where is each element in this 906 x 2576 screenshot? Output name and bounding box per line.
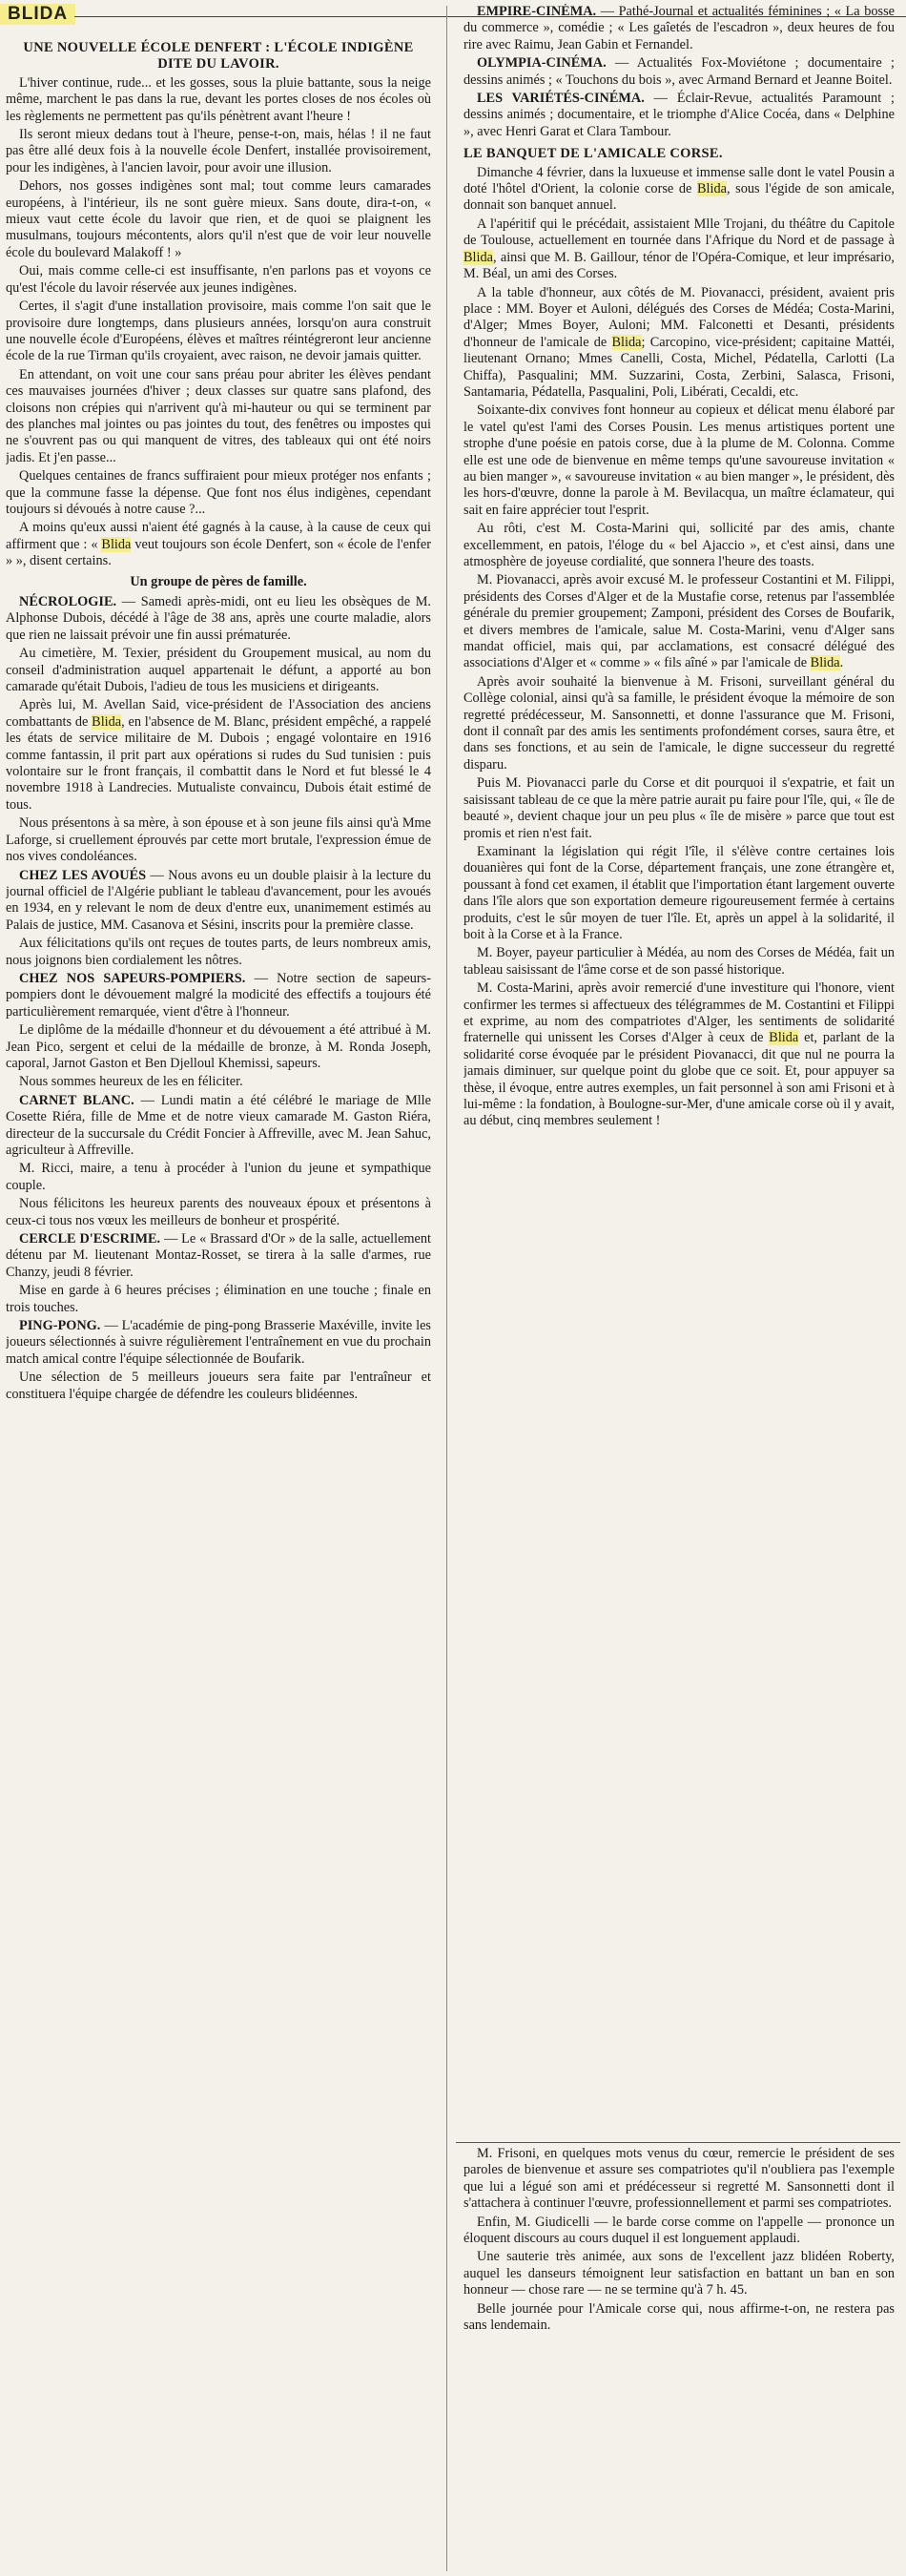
- column-bottom-rule: [456, 2142, 900, 2143]
- banquet-paragraph: Au rôti, c'est M. Costa-Marini qui, sollicité par des amis, chante excellemment, en patois, l'éloge du « bel Ajaccio », et c'est ainsi, dans une atmosphère de joyeuse cordialité, que sonnera l'heure des toasts.: [463, 521, 895, 569]
- text-run: Dimanche 4 février, dans la luxueuse et immense salle dont le vatel Pousin a doté l'hôtel d'Orient, la colonie corse de: [463, 164, 895, 197]
- pompiers-paragraph: [6, 971, 431, 1020]
- text-run: — Lundi matin a été célébré le mariage de Mlle Cosette Riéra, fille de Mme et de notre vieux camarade M. Gaston Riéra, directeur de la succursale du Crédit Foncier à Affreville, avec M. Jean Sahuc, agriculteur à Affreville.: [6, 1092, 431, 1158]
- text-run: A moins qu'eux aussi n'aient été gagnés à la cause, à la cause de ceux qui affirment que : «: [6, 520, 431, 552]
- ecole-paragraph: En attendant, on voit une cour sans préau pour abriter les élèves pendant ces mauvaises journées d'hiver ; deux classes sur quatre sans plafond, des cloisons non crépies qui n'arrivent qu'à mi-hauteur ou qui se terminent par des planches mal jointes ou pas jointes du tout, des fenêtres ou impostes qui ne s'ouvrent pas ou qui manquent de vitres, des tableaux qui ont été noirs jadis. Et j'en passe...: [6, 366, 431, 465]
- highlighted-term: Blida: [463, 249, 493, 265]
- highlighted-term: Blida: [697, 181, 727, 197]
- banquet-paragraph: Une sauterie très animée, aux sons de l'excellent jazz blidéen Roberty, auquel les danseurs témoignent leur satisfaction en battant un ban en son honneur — chose rare — ne se termine qu'à 7 h. 45.: [463, 2249, 895, 2298]
- text-run: M. Costa-Marini, après avoir remercié d'une investiture qui l'honore, vient confirmer les termes si affectueux des télégrammes de M. Costantini et Filippi et exprime, au nom des compatriotes d'Alger, les sentiments de solidarité fraternelle qui unissent les Corses d'Alger à ceux de: [463, 980, 895, 1046]
- banquet-paragraph: Enfin, M. Giudicelli — le barde corse comme on l'appelle — prononce un éloquent discours au cours duquel il est longuement applaudi.: [463, 2214, 895, 2247]
- text-run: — Actualités Fox-Moviétone ; documentaire ; dessins animés ; « Touchons du bois », avec Armand Bernard et Jeanne Boitel.: [463, 55, 895, 88]
- necro-paragraph: Au cimetière, M. Texier, président du Groupement musical, au nom du conseil d'administration auquel appartenait le défunt, a apporté au bon camarade qu'était Dubois, l'adieu de tous les musiciens et dirigeants.: [6, 646, 431, 695]
- pompiers-paragraph: Nous sommes heureux de les en féliciter.: [19, 1074, 243, 1090]
- necro-paragraph: [6, 594, 431, 644]
- avoues-heading: CHEZ LES AVOUÉS: [19, 867, 147, 883]
- text-run: — Notre section de sapeurs-pompiers dont le dévouement malgré la modicité des effectifs a toujours été particulièrement remarquée, vient d'être à l'honneur.: [6, 970, 431, 1020]
- text-run: veut toujours son école Denfert, son « école de l'enfer » », disent certains.: [6, 536, 431, 569]
- banquet-paragraph: [463, 216, 895, 283]
- highlighted-term: Blida: [101, 536, 132, 552]
- necro-paragraph: Nous présentons à sa mère, à son épouse et à son jeune fils ainsi qu'à Mme Laforge, si cruellement éprouvés par cette mort brutale, l'expression émue de nos vives condoléances.: [6, 815, 431, 865]
- text-run: A la table d'honneur, aux côtés de M. Piovanacci, président, avaient pris place : MM. Boyer et Auloni, délégués des Corses de Médéa; Costa-Marini, d'Alger; Mmes Boyer, Auloni; MM. Falconetti et Desanti, présidents d'honneur de l'amicale de: [463, 284, 895, 350]
- text-run: , sous l'égide de son amicale, donnait son banquet annuel.: [463, 181, 895, 214]
- text-run: .: [839, 655, 844, 671]
- left-column: [6, 34, 431, 2571]
- ecole-paragraph: Dehors, nos gosses indigènes sont mal; tout comme leurs camarades européens, à l'intérieur, ils ne sont guère mieux. Sans doute, dira-t-on, « mieux vaut cette école du lavoir que rien, et de quoi se plaignent les musulmans, toujours mécontents, alors qu'il n'est que de voir leur nouvelle école du boulevard Malakoff ! »: [6, 178, 431, 260]
- necro-paragraph: [6, 697, 431, 814]
- necro-heading: NÉCROLOGIE.: [19, 594, 117, 609]
- text-run: , ainsi que M. B. Gaillour, ténor de l'Opéra-Comique, et leur imprésario, M. Béal, un ami des Corses.: [463, 249, 895, 282]
- banquet-paragraph: [463, 572, 895, 671]
- empire-heading: EMPIRE-CINÉMA.: [477, 4, 597, 19]
- banquet-paragraph: Après avoir souhaité la bienvenue à M. Frisoni, surveillant général du Collège colonial, ainsi qu'à sa famille, le président évoque la mémoire de son regretté prédécesseur, M. Sansonnetti, et donne l'assurance que M. Frisoni, dont il connaît par des amis les sentiments profondément corses, saura être, et dans ses fonctions, et au sein de l'amicale, le digne successeur du regretté disparu.: [463, 673, 895, 773]
- ecole-signature: Un groupe de pères de famille.: [130, 573, 307, 589]
- banquet-heading: LE BANQUET DE L'AMICALE CORSE.: [463, 146, 723, 162]
- carnet-paragraph: M. Ricci, maire, a tenu à procéder à l'union du jeune et sympathique couple.: [6, 1161, 431, 1193]
- ecole-paragraph: Oui, mais comme celle-ci est insuffisante, n'en parlons pas et voyons ce qu'est l'école du lavoir réservée aux jeunes indigènes.: [6, 263, 431, 296]
- text-run: ; Carcopino, vice-président; capitaine Mattéi, lieutenant Ornano; Mmes Canelli, Costa, Michel, Pédatella, Carlotti (La Chiffa), Pasqualini; MM. Suzzarini, Costa, Zerbini, Salasca, Frisoni, Santamaria, Pédatella, Pasqualini, Poli, Libérati, Cecaldi, etc.: [463, 334, 895, 400]
- banquet-paragraph: M. Frisoni, en quelques mots venus du cœur, remercie le président de ses paroles de bienvenue et assure ses compatriotes qu'il n'oubliera pas l'exemple que lui a légué son ami et prédécesseur si regretté M. Sansonnetti dont il s'attachera à continuer l'œuvre, professionnellement et parmi ses compatriotes.: [463, 2146, 895, 2212]
- varietes-paragraph: [463, 91, 895, 140]
- right-column-continuation: [463, 2146, 895, 2573]
- escrime-heading: CERCLE D'ESCRIME.: [19, 1231, 161, 1247]
- carnet-heading: CARNET BLANC.: [19, 1092, 134, 1108]
- section-title: BLIDA: [0, 4, 75, 25]
- ecole-paragraph: Quelques centaines de francs suffiraient pour mieux protéger nos enfants ; que la commune fasse la dépense. Que font nos élus indigènes, cependant toujours si dévoués à notre cause ?...: [6, 468, 431, 517]
- text-run: Après lui, M. Avellan Said, vice-président de l'Association des anciens combattants de: [6, 697, 431, 730]
- pingpong-paragraph: Une sélection de 5 meilleurs joueurs sera faite par l'entraîneur et constituera l'équipe chargée de défendre les couleurs blidéennes.: [6, 1370, 431, 1402]
- ecole-paragraph: [6, 520, 431, 569]
- banquet-paragraph: Examinant la législation qui régit l'île, il s'élève contre certaines lois douanières qui font de la Corse, département français, une zone étrangère et, poussant à fond cet examen, il établit que l'importation étant largement ouverte dans l'île alors que son exportation demeure rigoureusement fermée à certains produits, c'est le sûr moyen de tuer l'île. Et, après un appel à la solidarité, il boit à la Corse et à la France.: [463, 843, 895, 942]
- ecole-heading: UNE NOUVELLE ÉCOLE DENFERT : L'ÉCOLE INDIGÈNE DITE DU LAVOIR.: [23, 40, 414, 72]
- avoues-paragraph: Aux félicitations qu'ils ont reçues de toutes parts, de leurs nombreux amis, nous joignons bien cordialement les nôtres.: [6, 936, 431, 968]
- pingpong-paragraph: [6, 1318, 431, 1368]
- escrime-paragraph: [6, 1231, 431, 1281]
- banquet-paragraph: [463, 285, 895, 402]
- banquet-paragraph: M. Boyer, payeur particulier à Médéa, au nom des Corses de Médéa, fait un tableau saisissant de l'âme corse et de son passé historique.: [463, 945, 895, 978]
- text-run: — Pathé-Journal et actualités féminines ; « La bosse du commerce », comédie ; « Les gaîetés de l'escadron », deux heures de fou rire avec Raimu, Jean Gabin et Fernandel.: [463, 4, 895, 52]
- banquet-paragraph: Soixante-dix convives font honneur au copieux et délicat menu élaboré par le vatel qu'est l'ami des Corses Pousin. Les menus artistiques portent une strophe d'une poésie en patois corse, due à la plume de M. Colonna. Comme elle est une ode de bienvenue en même temps qu'une savoureuse invitation « au bien manger », « savoureuse invitation « au bien manger », le président, dès les hors-d'œuvre, donne la parole à M. Bevilacqua, un maître éclamateur, qui sait en faire apprécier tout l'esprit.: [463, 402, 895, 518]
- carnet-paragraph: Nous félicitons les heureux parents des nouveaux époux et présentons à ceux-ci tous nos vœux les meilleurs de bonheur et prospérité.: [6, 1196, 431, 1228]
- empire-paragraph: [463, 4, 895, 53]
- text-run: et, parlant de la solidarité corse évoquée par le président Piovanacci, dit que nul ne pourra la jamais diminuer, sur quelque point du globe que ce soit. Et, pour appuyer sa thèse, il évoque, entre autres exemples, un fait personnel à son ami Frisoni et à lui-même : la fondation, à Boulogne-sur-Mer, d'une amicale corse où il y avait, au début, cinq membres seulement !: [463, 1030, 895, 1129]
- highlighted-term: Blida: [769, 1030, 799, 1046]
- ecole-paragraph: Ils seront mieux dedans tout à l'heure, pense-t-on, mais, hélas ! il ne faut pas être allé deux fois à la nouvelle école Denfert, installée provisoirement, pour les indigènes, à l'ancien lavoir, pour avoir une illusion.: [6, 127, 431, 175]
- pompiers-heading: CHEZ NOS SAPEURS-POMPIERS.: [19, 970, 246, 986]
- text-run: — L'académie de ping-pong Brasserie Maxéville, invite les joueurs sélectionnés à suivre régulièrement l'entraînement en vue du prochain match amical contre l'équipe sélectionnée de Boufarik.: [6, 1318, 431, 1367]
- pingpong-heading: PING-PONG.: [19, 1318, 101, 1334]
- text-run: — Éclair-Revue, actualités Paramount ; dessins animés ; documentaire, et le triomphe d'Alice Cocéa, dans « Delphine », avec Henri Garat et Clara Tambour.: [463, 91, 895, 139]
- right-column: [463, 4, 895, 2140]
- text-run: — Nous avons eu un double plaisir à la lecture du journal officiel de l'Algérie publiant le tableau d'avancement, pour les avoués en 1934, en y relevant le nom de deux d'entre eux, unanimement estimés au Palais de justice, MM. Casanova et Sésini, inscrits pour la première classe.: [6, 867, 431, 933]
- carnet-paragraph: [6, 1093, 431, 1160]
- ecole-paragraph: Certes, il s'agit d'une installation provisoire, mais comme l'on sait que le provisoire dure longtemps, dans plusieurs années, lorsqu'on aura construit une nouvelle école d'Européens, élèves et maîtres réintégreront leur ancienne école de la rue Tirman qu'ils croyaient, avec raison, ne devoir jamais quitter.: [6, 299, 431, 364]
- text-run: , en l'absence de M. Blanc, président empêché, a rappelé les états de service militaire de M. Dubois ; engagé volontaire en 1916 comme fantassin, il prit part aux opérations si rudes du Sud tunisien : puis volontaire sur le front français, il combattit dans le Nord et fut blessé le 4 novembre 1918 à Landrecies. Mutualiste convaincu, Dubois était estimé de tous.: [6, 713, 431, 813]
- banquet-paragraph: Puis M. Piovanacci parle du Corse et dit pourquoi il s'expatrie, et fait un saisissant tableau de ce que la mère patrie aurait pu faire pour l'île, qui, « île de beauté », devient chaque jour un peu plus « île de misère » parce que tout est promis et rien n'est fait.: [463, 775, 895, 841]
- banquet-paragraph: [463, 165, 895, 215]
- column-divider: [446, 6, 447, 2571]
- olympia-heading: OLYMPIA-CINÉMA.: [477, 55, 607, 72]
- banquet-paragraph: Belle journée pour l'Amicale corse qui, nous affirme-t-on, ne restera pas sans lendemain.: [463, 2300, 895, 2334]
- pompiers-paragraph: Le diplôme de la médaille d'honneur et du dévouement a été attribué à M. Jean Pico, sergent et celui de la médaille de bronze, à M. Ronda Joseph, caporal, Jarnot Gaston et Ben Djelloul Khemissi, sapeurs.: [6, 1022, 431, 1071]
- banquet-paragraph: [463, 980, 895, 1130]
- ecole-paragraph: L'hiver continue, rude... et les gosses, sous la pluie battante, sous la neige même, marchent le pas dans la rue, devant les portes closes de nos écoles où les règlements ne permettent pas qu'ils pénètrent avant l'heure !: [6, 74, 431, 124]
- avoues-paragraph: [6, 868, 431, 935]
- highlighted-term: Blida: [810, 655, 840, 671]
- escrime-paragraph: Mise en garde à 6 heures précises ; élimination en une touche ; finale en trois touches.: [6, 1283, 431, 1315]
- olympia-paragraph: [463, 55, 895, 89]
- text-run: — Samedi après-midi, ont eu lieu les obsèques de M. Alphonse Dubois, décédé à l'âge de 38 ans, après une courte maladie, alors que rien ne laissait prévoir une fin aussi prématurée.: [6, 594, 431, 643]
- highlighted-term: Blida: [611, 334, 642, 350]
- text-run: M. Piovanacci, après avoir excusé M. le professeur Costantini et M. Filippi, présidents des Corses d'Alger et de la Mustafie corse, retenus par l'assemblée générale du premier groupement; Zamponi, président des Corses de Boufarik, et divers membres de l'amicale, salue M. Costa-Marini, venu d'Alger sans mandat officiel, mais qui, par acclamations, est consacré délégué des associations d'Alger et « comme » « fils aîné » par l'amicale de: [463, 572, 895, 671]
- varietes-heading: LES VARIÉTÉS-CINÉMA.: [477, 91, 645, 107]
- text-run: A l'apéritif qui le précédait, assistaient Mlle Trojani, du théâtre du Capitole de Toulouse, actuellement en tournée dans l'Afrique du Nord et de passage à: [463, 216, 895, 249]
- text-run: — Le « Brassard d'Or » de la salle, actuellement détenu par M. lieutenant Montaz-Rosset, se tirera à la salle d'armes, rue Chanzy, jeudi 8 février.: [6, 1231, 431, 1280]
- highlighted-term: Blida: [92, 713, 122, 730]
